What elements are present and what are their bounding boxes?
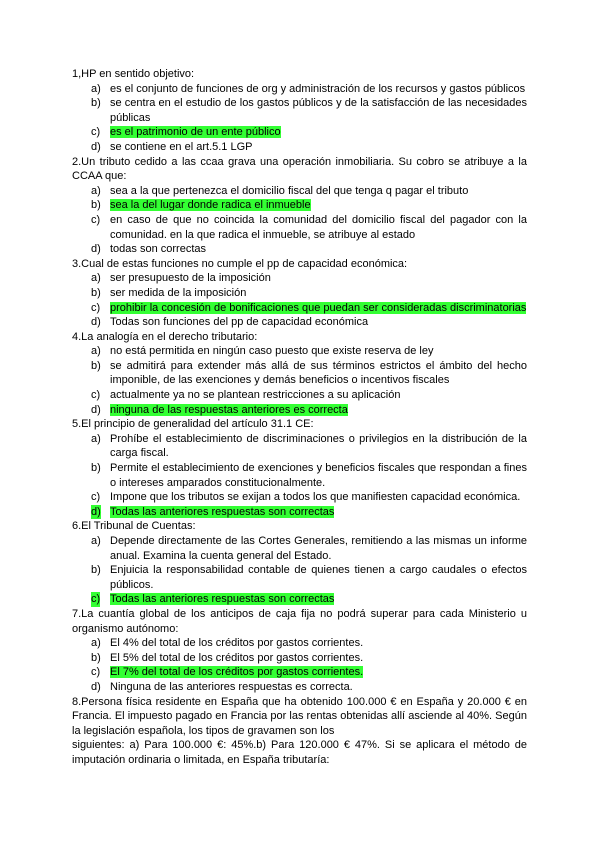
option-label: c) — [91, 301, 101, 314]
option-label: a) — [91, 637, 101, 650]
q1-option-b — [72, 96, 527, 125]
question-6-text: 6.El Tribunal de Cuentas: — [72, 520, 196, 533]
q6-option-c — [72, 592, 527, 607]
option-text-highlighted: prohibir la concesión de bonificaciones que puedan ser consideradas discriminatorias — [110, 301, 527, 314]
option-text: actualmente ya no se plantean restricciones a su aplicación — [110, 389, 401, 402]
q5-option-d — [72, 505, 527, 520]
question-8-text: 8.Persona física residente en España que ha obtenido 100.000 € en España y 20.000 € en Francia. El impuesto pagado en Francia por las rentas obtenidas allí asciende al 40%. Según la legislación española, los tipos de gravamen son los — [72, 695, 527, 737]
q7-option-d — [72, 680, 527, 695]
question-3 — [72, 257, 527, 330]
q7-option-b — [72, 651, 527, 666]
option-text: no está permitida en ningún caso puesto que existe reserva de ley — [110, 345, 434, 358]
option-text: ser medida de la imposición — [110, 286, 247, 299]
option-text: El 5% del total de los créditos por gastos corrientes. — [110, 651, 364, 664]
option-label: d) — [91, 140, 101, 153]
q2-option-d — [72, 242, 527, 257]
q6-option-b — [72, 563, 527, 592]
question-8 — [72, 695, 527, 768]
option-text: Permite el establecimiento de exenciones y beneficios fiscales que respondan a fines o intereses amparados constitucionalmente. — [110, 462, 527, 489]
option-label: a) — [91, 272, 101, 285]
option-text: ser presupuesto de la imposición — [110, 272, 271, 285]
option-label: a) — [91, 82, 101, 95]
option-label: d) — [91, 243, 101, 256]
option-text: Todas son funciones del pp de capacidad económica — [110, 316, 369, 329]
option-label: c) — [91, 491, 101, 504]
option-text: se centra en el estudio de los gastos públicos y de la satisfacción de las necesidades públicas — [110, 97, 527, 124]
option-label: b) — [91, 651, 101, 664]
q1-option-c — [72, 125, 527, 140]
option-text-highlighted: Todas las anteriores respuestas son correctas — [110, 505, 335, 518]
option-text-highlighted: es el patrimonio de un ente público — [110, 126, 281, 139]
option-label: d) — [91, 680, 101, 693]
question-2-text: 2.Un tributo cedido a las ccaa grava una operación inmobiliaria. Su cobro se atribuye a la CCAA que: — [72, 155, 527, 183]
q3-option-b — [72, 286, 527, 301]
option-label: d) — [91, 403, 101, 416]
question-4 — [72, 330, 527, 418]
option-text-highlighted: sea la del lugar donde radica el inmueble — [110, 199, 311, 212]
option-label: a) — [91, 184, 101, 197]
q4-option-d — [72, 403, 527, 418]
option-label: c) — [91, 126, 101, 139]
option-label: b) — [91, 97, 101, 110]
q4-option-a — [72, 344, 527, 359]
question-4-text: 4.La analogía en el derecho tributario: — [72, 330, 258, 343]
question-5-text: 5.El principio de generalidad del artículo 31.1 CE: — [72, 418, 314, 431]
question-7-text: 7.La cuantía global de los anticipos de caja fija no podrá superar para cada Ministerio u organismo autónomo: — [72, 607, 527, 635]
q2-option-b — [72, 198, 527, 213]
q1-option-d — [72, 140, 527, 155]
question-7 — [72, 607, 527, 695]
option-text: El 4% del total de los créditos por gastos corrientes. — [110, 637, 364, 650]
option-text: Depende directamente de las Cortes Generales, remitiendo a las mismas un informe anual. Examina la cuenta general del Estado. — [110, 535, 527, 562]
option-label: c) — [91, 213, 101, 226]
option-label: b) — [91, 286, 101, 299]
q3-option-a — [72, 271, 527, 286]
q5-option-c — [72, 490, 527, 505]
option-text: se contiene en el art.5.1 LGP — [110, 140, 253, 153]
option-label: b) — [91, 359, 101, 372]
option-label: a) — [91, 535, 101, 547]
option-label-highlighted: d) — [91, 505, 101, 518]
q3-option-d — [72, 315, 527, 330]
q3-option-c — [72, 301, 527, 316]
option-text: en caso de que no coincida la comunidad del domicilio fiscal del pagador con la comunidad. en la que radica el inmueble, se atribuye al estado — [110, 213, 527, 241]
q4-option-b — [72, 359, 527, 388]
question-5 — [72, 417, 527, 519]
q5-option-b — [72, 461, 527, 490]
q7-option-c — [72, 665, 527, 680]
question-3-text: 3.Cual de estas funciones no cumple el pp de capacidad económica: — [72, 257, 408, 270]
option-text: Enjuicia la responsabilidad contable de quienes tienen a cargo caudales o efectos públicos. — [110, 564, 527, 591]
question-1-text: 1,HP en sentido objetivo: — [72, 68, 195, 80]
option-text-highlighted: El 7% del total de los créditos por gastos corrientes. — [110, 666, 364, 679]
option-label: a) — [91, 345, 101, 358]
option-text: es el conjunto de funciones de org y administración de los recursos y gastos públicos — [110, 82, 526, 95]
option-text: Ninguna de las anteriores respuestas es correcta. — [110, 680, 353, 693]
q1-option-a — [72, 82, 527, 97]
q4-option-c — [72, 388, 527, 403]
option-label: b) — [91, 564, 101, 577]
option-text: se admitirá para extender más allá de sus términos estrictos el ámbito del hecho imponible, de las exenciones y demás beneficios o incentivos fiscales — [110, 359, 527, 387]
option-label: a) — [91, 432, 101, 445]
option-text-highlighted: ninguna de las respuestas anteriores es correcta — [110, 403, 348, 416]
q2-option-c — [72, 213, 527, 242]
question-1 — [72, 67, 527, 155]
option-label: b) — [91, 199, 101, 212]
question-8-text-continued: siguientes: a) Para 100.000 €: 45%.b) Para 120.000 € 47%. Si se aplicara el método de imputación ordinaria o limitada, en España tributaría: — [72, 739, 527, 766]
q2-option-a — [72, 184, 527, 199]
option-text-highlighted: Todas las anteriores respuestas son correctas — [110, 593, 335, 606]
option-text: sea a la que pertenezca el domicilio fiscal del que tenga q pagar el tributo — [110, 184, 469, 197]
q7-option-a — [72, 636, 527, 651]
option-label-highlighted: c) — [91, 593, 101, 606]
option-label: b) — [91, 462, 101, 475]
option-label: c) — [91, 389, 101, 402]
quiz-content — [72, 67, 527, 768]
question-2 — [72, 155, 527, 257]
option-text: Impone que los tributos se exijan a todos los que manifiesten capacidad económica. — [110, 491, 521, 504]
option-label: c) — [91, 666, 101, 679]
q6-option-a — [72, 534, 527, 563]
question-6 — [72, 519, 527, 607]
option-text: Prohíbe el establecimiento de discriminaciones o privilegios en la distribución de la carga fiscal. — [110, 432, 527, 460]
q5-option-a — [72, 432, 527, 461]
option-text: todas son correctas — [110, 243, 206, 256]
option-label: d) — [91, 316, 101, 329]
